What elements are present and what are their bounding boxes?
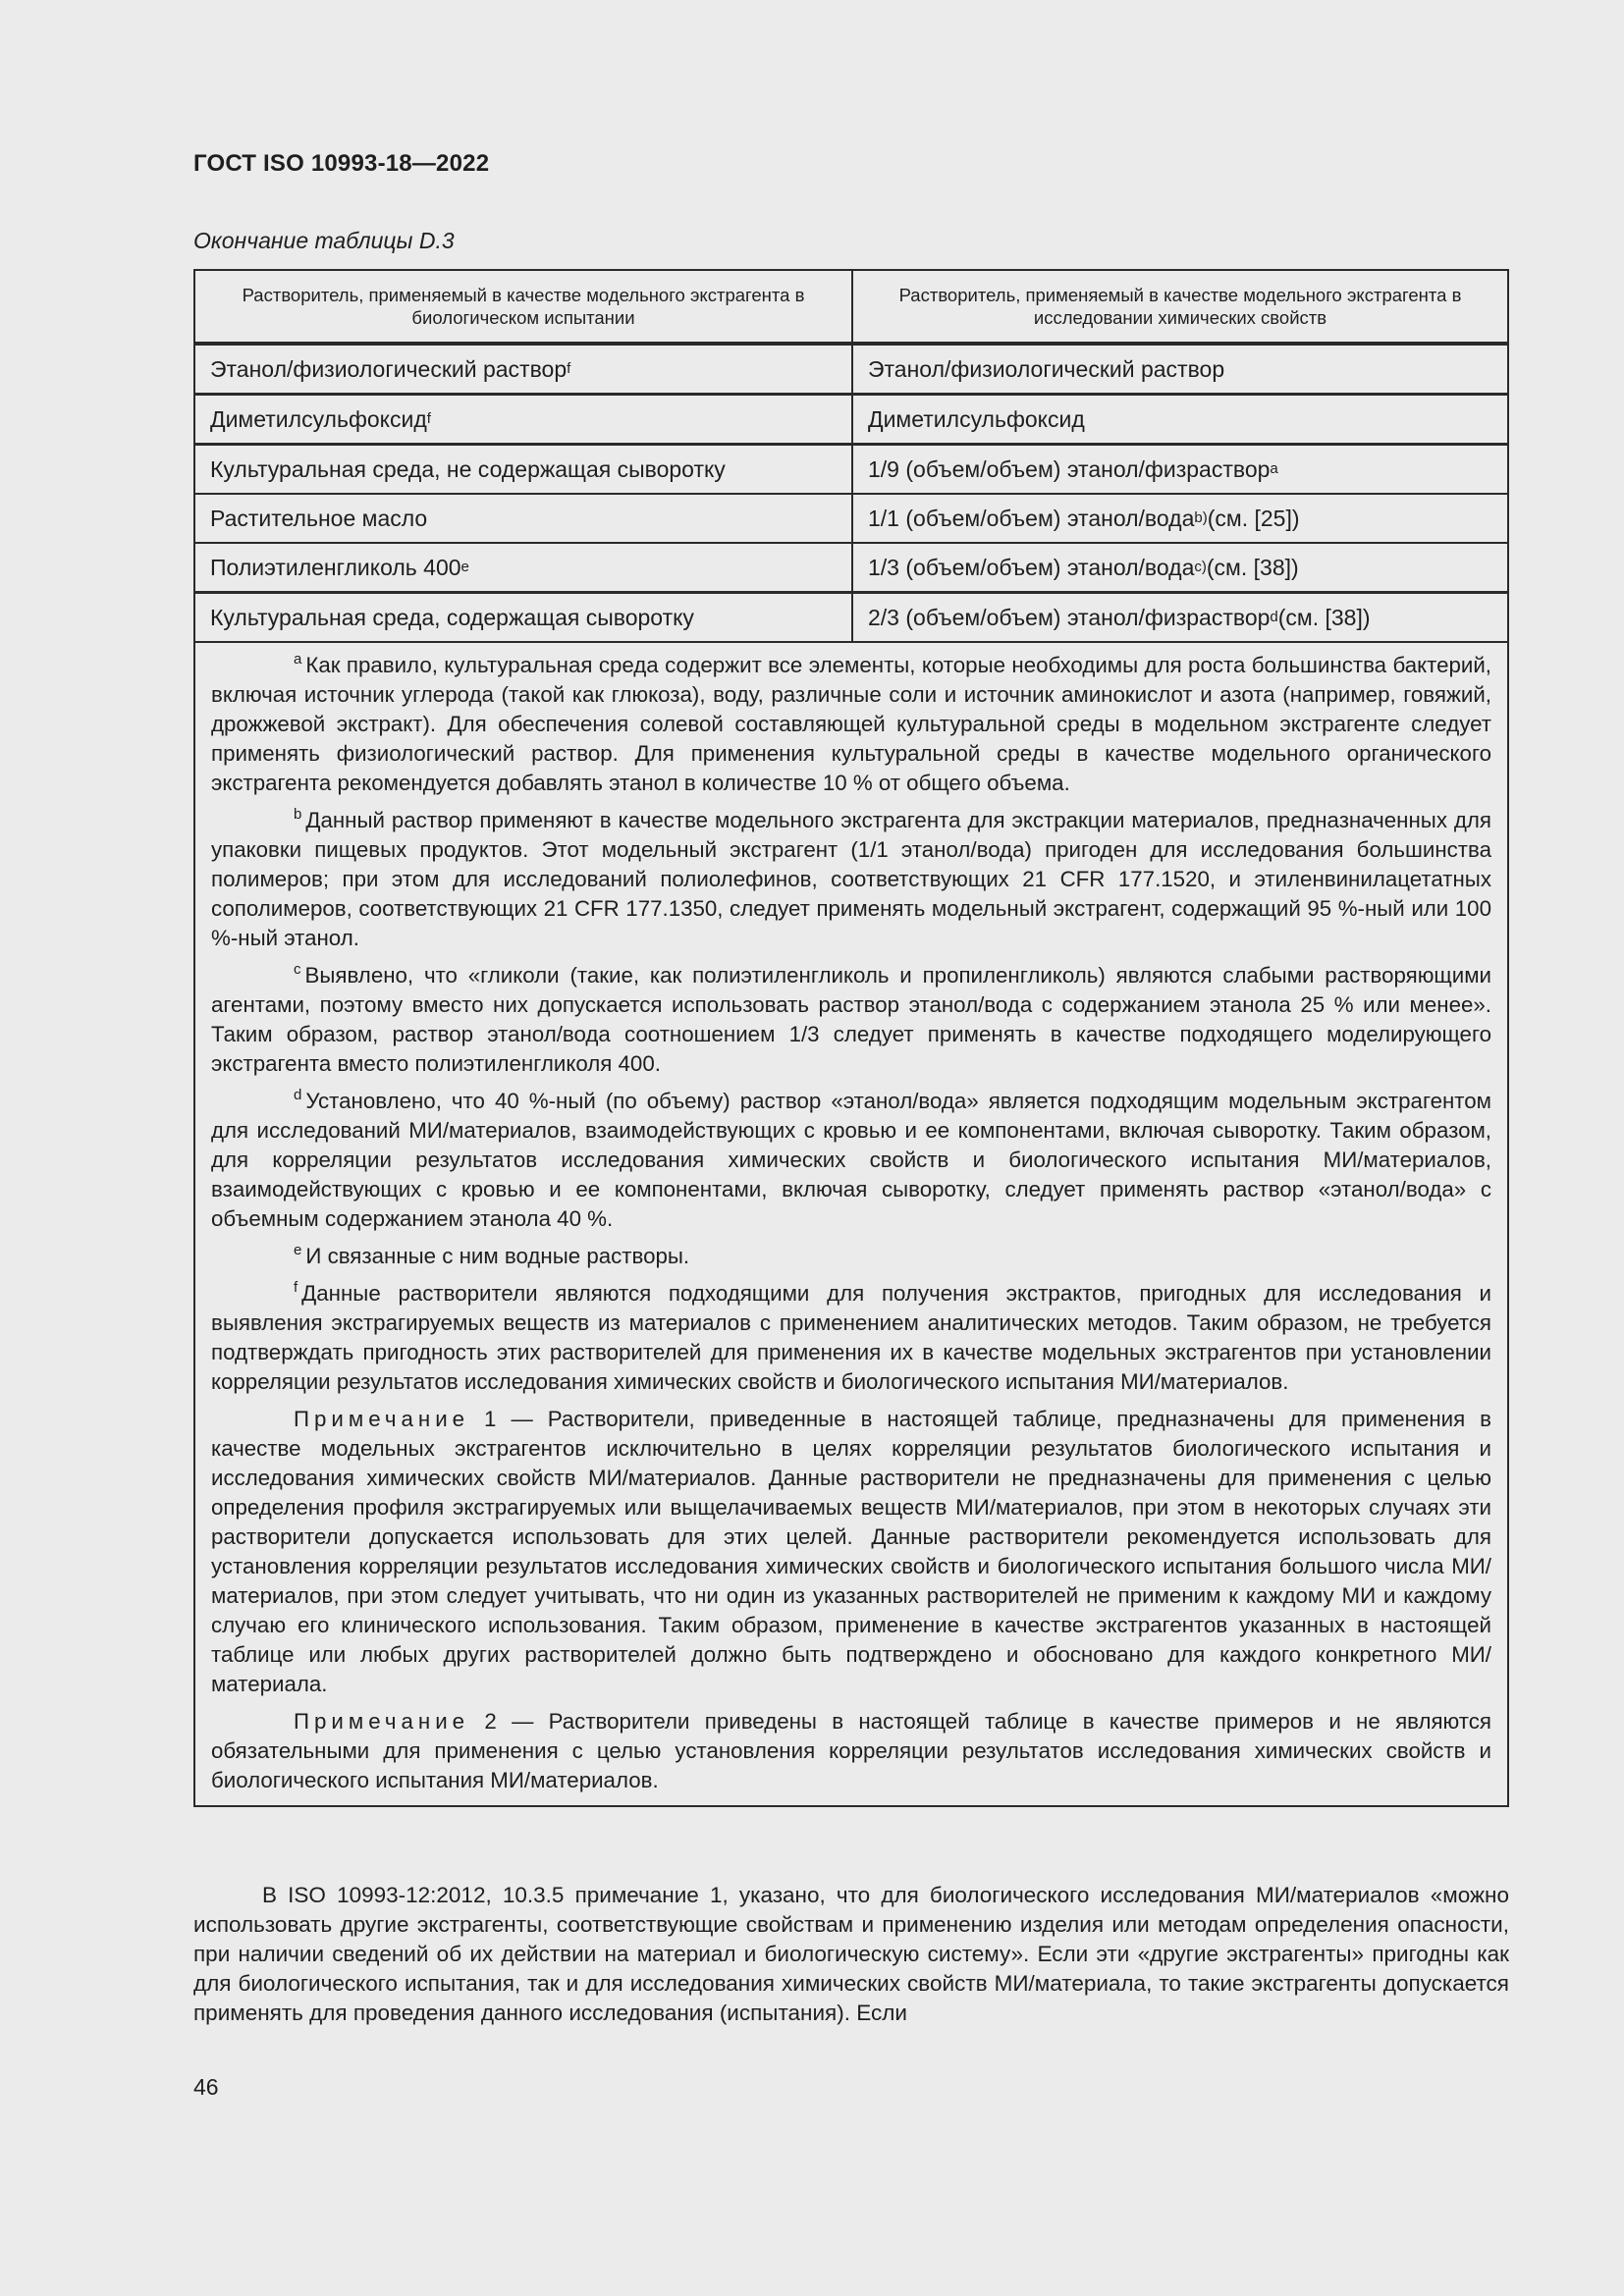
table-footnotes	[195, 643, 1507, 1805]
footnote: $^b$ Данный раствор применяют в качестве модельного экстрагента для экстракции материалов, предназначенных для упаковки пищевых продуктов. Этот модельный экстрагент (1/1 этанол/вода) пригоден для исследования большинства полимеров; при этом для исследований полиолефинов, соответствующих 21 CFR 177.1520, и этиленвинилацетатных сополимеров, соответствующих 21 CFR 177.1350, следует применять модельный экстрагент, содержащий 95 %-ный или 100 %-ный этанол.	[211, 806, 1491, 950]
table-row	[195, 446, 1507, 495]
cell-chemical-solvent: 1/3 (объем/объем) этанол/вода c) (см. [38])	[868, 554, 1299, 580]
cell-biological-solvent: Растительное масло	[195, 495, 853, 542]
cell-biological-solvent: Этанол/физиологический раствор f	[195, 346, 853, 393]
cell-chemical-solvent: 1/9 (объем/объем) этанол/физраствор a	[868, 455, 1278, 482]
body-paragraph: В ISO 10993-12:2012, 10.3.5 примечание 1, указано, что для биологического исследования МИ/материалов «можно использовать другие экстрагенты, соответствующие свойствам и применению изделия или методам определения опасности, при наличии сведений об их действии на материал и биологическую систему». Если эти «другие экстрагенты» пригодны как для биологического испытания, так и для исследования химических свойств МИ/материала, то такие экстрагенты допускается применять для проведения данного исследования (испытания). Если	[193, 1883, 1509, 2025]
footnote: $^e$ И связанные с ним водные растворы.	[294, 1242, 690, 1268]
cell-biological-solvent: Полиэтиленгликоль 400 e	[195, 544, 853, 591]
table-note: Примечание 2 — Растворители приведены в настоящей таблице в качестве примеров и не являются обязательными для применения с целью установления корреляции результатов исследования химических свойств и биологического испытания МИ/материалов.	[211, 1709, 1491, 1792]
cell-chemical-solvent: 2/3 (объем/объем) этанол/физраствор d (см. [38])	[868, 604, 1371, 630]
footnote: $^f$ Данные растворители являются подходящими для получения экстрактов, пригодных для исследования и выявления экстрагируемых веществ из материалов с применением аналитических методов. Таким образом, не требуется подтверждать пригодность этих растворителей для применения их в качестве модельных экстрагентов при установлении корреляции результатов исследования химических свойств и биологического испытания МИ/материалов.	[211, 1279, 1491, 1394]
table-note: Примечание 1 — Растворители, приведенные в настоящей таблице, предназначены для применения в качестве модельных экстрагентов исключительно в целях корреляции результатов биологического испытания и исследования химических свойств МИ/материалов. Данные растворители не предназначены для применения с целью определения профиля экстрагируемых или выщелачиваемых веществ МИ/материалов, при этом в некоторых случаях эти растворители допускается использовать для этих целей. Данные растворители рекомендуется использовать для установления корреляции результатов исследования химических свойств и биологического испытания большого числа МИ/материалов, при этом следует учитывать, что ни один из указанных растворителей не применим к каждому МИ и каждому случаю его клинического использования. Таким образом, применение в качестве экстрагентов указанных в настоящей таблице или любых других растворителей должно быть подтверждено и обосновано для каждого конкретного МИ/материала.	[211, 1407, 1492, 1696]
table-row	[195, 346, 1507, 396]
document-code: ГОСТ ISO 10993-18—2022	[193, 150, 490, 177]
table-caption: Окончание таблицы D.3	[193, 228, 455, 253]
cell-biological-solvent: Диметилсульфоксид f	[195, 396, 853, 443]
table-row	[195, 396, 1507, 446]
table-row	[195, 495, 1507, 544]
cell-chemical-solvent: Диметилсульфоксид	[868, 405, 1085, 432]
table-row	[195, 594, 1507, 643]
footnote: $^a$ Как правило, культуральная среда содержит все элементы, которые необходимы для роста большинства бактерий, включая источник углерода (такой как глюкоза), воду, различные соли и источник аминокислот и азота (например, говяжий, дрожжевой экстракт). Для обеспечения солевой составляющей культуральной среды в модельном экстрагенте следует применять физиологический раствор. Для применения культуральной среды в качестве модельного органического экстрагента рекомендуется добавлять этанол в количестве 10 % от общего объема.	[211, 651, 1491, 795]
cell-biological-solvent: Культуральная среда, не содержащая сыворотку	[195, 446, 853, 493]
footnote: $^d$ Установлено, что 40 %-ный (по объему) раствор «этанол/вода» является подходящим модельным экстрагентом для исследований МИ/материалов, взаимодействующих с кровью и ее компонентами, включая сыворотку. Таким образом, для корреляции результатов исследования химических свойств и биологического испытания МИ/материалов, взаимодействующих с кровью и ее компонентами, включая сыворотку, следует применять раствор «этанол/вода» с объемным содержанием этанола 40 %.	[211, 1087, 1491, 1231]
table-row	[195, 544, 1507, 594]
page-number: 46	[193, 2074, 219, 2100]
cell-chemical-solvent: Этанол/физиологический раствор	[868, 355, 1225, 382]
cell-chemical-solvent: 1/1 (объем/объем) этанол/вода b) (см. [25])	[868, 505, 1300, 531]
table-header-row	[195, 271, 1507, 346]
header-biological: Растворитель, применяемый в качестве модельного экстрагента в биологическом испытании	[195, 271, 853, 342]
cell-biological-solvent: Культуральная среда, содержащая сыворотку	[195, 594, 853, 641]
header-chemical: Растворитель, применяемый в качестве модельного экстрагента в исследовании химических свойств	[898, 285, 1462, 328]
footnote: $^c$ Выявлено, что «гликоли (такие, как полиэтиленгликоль и пропиленгликоль) являются слабыми растворяющими агентами, поэтому вместо них допускается использовать раствор этанол/вода с содержанием этанола 25 % или менее». Таким образом, раствор этанол/вода соотношением 1/3 следует применять в качестве подходящего моделирующего экстрагента вместо полиэтиленгликоля 400.	[211, 961, 1491, 1076]
solvent-table	[193, 269, 1509, 1807]
